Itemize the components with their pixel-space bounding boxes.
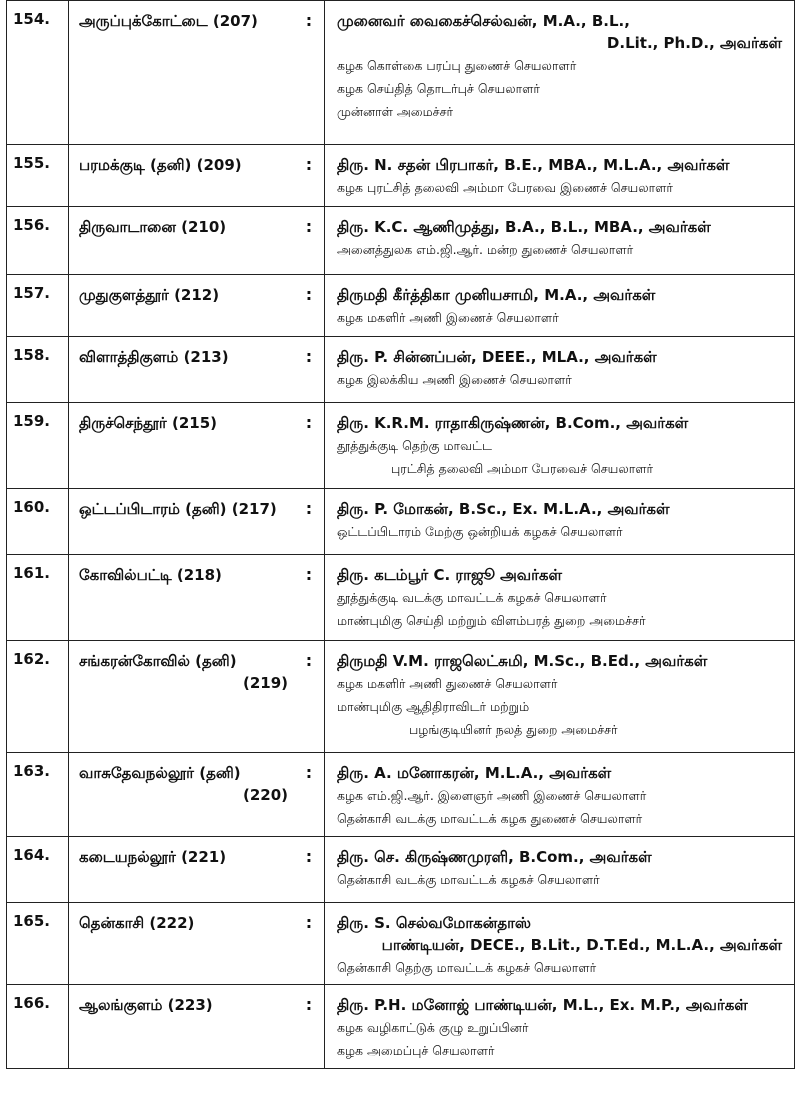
constituency-name xyxy=(69,641,294,694)
candidate-role: கழக புரட்சித் தலைவி அம்மா பேரவை இணைச் செயலாளர் xyxy=(337,180,673,195)
serial-number: 162. xyxy=(13,650,51,668)
serial-cell xyxy=(7,837,69,903)
table-row xyxy=(7,641,795,753)
candidate-cell xyxy=(325,337,795,403)
candidate-role: தூத்துக்குடி வடக்கு மாவட்டக் கழகச் செயலாளர் xyxy=(337,590,607,605)
candidate-role: கழக செய்தித் தொடர்புச் செயலாளர் xyxy=(337,81,540,96)
serial-number: 161. xyxy=(13,564,51,582)
table-row xyxy=(7,555,795,641)
table-row xyxy=(7,985,795,1069)
serial-number: 155. xyxy=(13,154,51,172)
candidate-details xyxy=(325,555,794,632)
serial-number: 156. xyxy=(13,216,51,234)
candidate-role: மாண்புமிகு ஆதிதிராவிடர் மற்றும் xyxy=(337,699,530,714)
constituency-name xyxy=(69,555,294,586)
constituency-cell xyxy=(69,403,295,489)
constituency-name xyxy=(69,837,294,868)
constituency-name xyxy=(69,337,294,368)
candidate-details xyxy=(325,207,794,261)
serial-cell xyxy=(7,1,69,145)
candidate-details xyxy=(325,1,794,123)
colon-cell xyxy=(294,903,325,985)
candidate-name: திரு. கடம்பூர் C. ராஜூ அவர்கள் xyxy=(337,566,563,584)
colon-separator: : xyxy=(305,763,313,782)
constituency-name xyxy=(69,985,294,1016)
candidate-name-continued: D.Lit., Ph.D., அவர்கள் xyxy=(606,34,782,52)
colon-separator: : xyxy=(305,499,313,518)
constituency-name xyxy=(69,1,294,32)
constituency-label: வாசுதேவநல்லூர் (தனி) xyxy=(79,764,241,782)
serial-number: 154. xyxy=(13,10,51,28)
colon-cell xyxy=(294,207,325,275)
colon-cell xyxy=(294,489,325,555)
candidate-name: திரு. செ. கிருஷ்ணமுரளி, B.Com., அவர்கள் xyxy=(337,848,652,866)
serial-cell xyxy=(7,207,69,275)
colon-separator: : xyxy=(305,651,313,670)
serial-number: 159. xyxy=(13,412,51,430)
candidate-name: திரு. A. மனோகரன், M.L.A., அவர்கள் xyxy=(337,764,612,782)
constituency-cell xyxy=(69,275,295,337)
colon-separator: : xyxy=(305,413,313,432)
colon-cell xyxy=(294,555,325,641)
candidate-details xyxy=(325,837,794,891)
candidate-role: கழக மகளிர் அணி துணைச் செயலாளர் xyxy=(337,676,558,691)
serial-cell xyxy=(7,753,69,837)
constituency-label: தென்காசி (222) xyxy=(79,914,195,932)
candidate-name: திருமதி கீர்த்திகா முனியசாமி, M.A., அவர்கள் xyxy=(337,286,656,304)
serial-number: 158. xyxy=(13,346,51,364)
colon-separator: : xyxy=(305,217,313,236)
constituency-name xyxy=(69,207,294,238)
table-row xyxy=(7,837,795,903)
constituency-label: முதுகுளத்தூர் (212) xyxy=(79,286,220,304)
candidate-cell xyxy=(325,555,795,641)
serial-cell xyxy=(7,489,69,555)
candidate-details xyxy=(325,337,794,391)
constituency-label: பரமக்குடி (தனி) (209) xyxy=(79,156,242,174)
candidate-role: முன்னாள் அமைச்சர் xyxy=(337,104,454,119)
table-row xyxy=(7,337,795,403)
candidate-cell xyxy=(325,903,795,985)
candidate-name: திருமதி V.M. ராஜலெட்சுமி, M.Sc., B.Ed., அவர்கள் xyxy=(337,652,708,670)
candidate-cell xyxy=(325,145,795,207)
constituency-label: கடையநல்லூர் (221) xyxy=(79,848,227,866)
constituency-name xyxy=(69,753,294,806)
colon-separator: : xyxy=(305,995,313,1014)
constituency-cell xyxy=(69,903,295,985)
serial-number: 160. xyxy=(13,498,51,516)
colon-cell xyxy=(294,837,325,903)
candidate-role: புரட்சித் தலைவி அம்மா பேரவைச் செயலாளர் xyxy=(391,461,654,476)
serial-number: 157. xyxy=(13,284,51,302)
table-row xyxy=(7,403,795,489)
serial-number: 166. xyxy=(13,994,51,1012)
serial-cell xyxy=(7,275,69,337)
colon-separator: : xyxy=(305,347,313,366)
candidate-table xyxy=(6,0,795,1069)
candidate-name: திரு. P.H. மனோஜ் பாண்டியன், M.L., Ex. M.P., அவர்கள் xyxy=(337,996,748,1014)
serial-cell xyxy=(7,903,69,985)
colon-cell xyxy=(294,641,325,753)
constituency-cell xyxy=(69,337,295,403)
colon-separator: : xyxy=(305,285,313,304)
candidate-role: மாண்புமிகு செய்தி மற்றும் விளம்பரத் துறை அமைச்சர் xyxy=(337,613,646,628)
colon-cell xyxy=(294,145,325,207)
candidate-role: கழக எம்.ஜி.ஆர். இளைஞர் அணி இணைச் செயலாளர் xyxy=(337,788,647,803)
serial-cell xyxy=(7,403,69,489)
serial-number: 165. xyxy=(13,912,51,930)
candidate-cell xyxy=(325,275,795,337)
constituency-number: (220) xyxy=(242,786,288,804)
constituency-label: விளாத்திகுளம் (213) xyxy=(79,348,229,366)
candidate-details xyxy=(325,403,794,480)
candidate-name: திரு. K.R.M. ராதாகிருஷ்ணன், B.Com., அவர்கள் xyxy=(337,414,689,432)
constituency-cell xyxy=(69,753,295,837)
candidate-details xyxy=(325,145,794,199)
constituency-cell xyxy=(69,207,295,275)
candidate-name: திரு. P. சின்னப்பன், DEEE., MLA., அவர்கள் xyxy=(337,348,657,366)
serial-number: 163. xyxy=(13,762,51,780)
constituency-cell xyxy=(69,1,295,145)
table-row xyxy=(7,903,795,985)
candidate-role: தென்காசி வடக்கு மாவட்டக் கழகச் செயலாளர் xyxy=(337,872,600,887)
candidate-cell xyxy=(325,207,795,275)
candidate-role: கழக இலக்கிய அணி இணைச் செயலாளர் xyxy=(337,372,572,387)
constituency-cell xyxy=(69,985,295,1069)
candidate-role: பழங்குடியினர் நலத் துறை அமைச்சர் xyxy=(409,722,618,737)
table-row xyxy=(7,207,795,275)
colon-cell xyxy=(294,275,325,337)
candidate-name-continued: பாண்டியன், DECE., B.Lit., D.T.Ed., M.L.A., அவர்கள் xyxy=(381,936,782,954)
constituency-label: கோவில்பட்டி (218) xyxy=(79,566,222,584)
table-row xyxy=(7,275,795,337)
colon-cell xyxy=(294,985,325,1069)
candidate-details xyxy=(325,275,794,329)
colon-separator: : xyxy=(305,847,313,866)
constituency-number: (219) xyxy=(242,674,288,692)
candidate-role: கழக மகளிர் அணி இணைச் செயலாளர் xyxy=(337,310,559,325)
colon-cell xyxy=(294,753,325,837)
serial-cell xyxy=(7,145,69,207)
constituency-cell xyxy=(69,145,295,207)
constituency-label: ஒட்டப்பிடாரம் (தனி) (217) xyxy=(79,500,277,518)
candidate-name: திரு. S. செல்வமோகன்தாஸ் xyxy=(337,914,532,932)
candidate-details xyxy=(325,753,794,830)
candidate-name: திரு. N. சதன் பிரபாகர், B.E., MBA., M.L.A., அவர்கள் xyxy=(337,156,730,174)
colon-cell xyxy=(294,337,325,403)
candidate-details xyxy=(325,903,794,979)
constituency-name xyxy=(69,489,294,520)
table-row xyxy=(7,753,795,837)
constituency-label: சங்கரன்கோவில் (தனி) xyxy=(79,652,237,670)
colon-cell xyxy=(294,1,325,145)
constituency-label: திருச்செந்தூர் (215) xyxy=(79,414,217,432)
candidate-name: திரு. P. மோகன், B.Sc., Ex. M.L.A., அவர்கள் xyxy=(337,500,670,518)
colon-separator: : xyxy=(305,155,313,174)
candidate-cell xyxy=(325,1,795,145)
candidate-role: கழக அமைப்புச் செயலாளர் xyxy=(337,1043,495,1058)
candidate-role: ஒட்டப்பிடாரம் மேற்கு ஒன்றியக் கழகச் செயலாளர் xyxy=(337,524,623,539)
constituency-label: ஆலங்குளம் (223) xyxy=(79,996,213,1014)
candidate-role: தூத்துக்குடி தெற்கு மாவட்ட xyxy=(337,438,492,453)
constituency-cell xyxy=(69,837,295,903)
constituency-name xyxy=(69,275,294,306)
candidate-cell xyxy=(325,641,795,753)
serial-cell xyxy=(7,641,69,753)
table-row xyxy=(7,489,795,555)
candidate-cell xyxy=(325,837,795,903)
colon-separator: : xyxy=(305,565,313,584)
colon-cell xyxy=(294,403,325,489)
candidate-role: தென்காசி தெற்கு மாவட்டக் கழகச் செயலாளர் xyxy=(337,960,597,975)
constituency-name xyxy=(69,145,294,176)
candidate-role: அனைத்துலக எம்.ஜி.ஆர். மன்ற துணைச் செயலாளர் xyxy=(337,242,634,257)
constituency-label: திருவாடானை (210) xyxy=(79,218,227,236)
candidate-name: முனைவர் வைகைச்செல்வன், M.A., B.L., xyxy=(337,12,630,30)
candidate-details xyxy=(325,641,794,741)
candidate-role: தென்காசி வடக்கு மாவட்டக் கழக துணைச் செயலாளர் xyxy=(337,811,643,826)
serial-cell xyxy=(7,555,69,641)
candidate-cell xyxy=(325,489,795,555)
candidate-cell xyxy=(325,985,795,1069)
colon-separator: : xyxy=(305,913,313,932)
serial-cell xyxy=(7,337,69,403)
serial-number: 164. xyxy=(13,846,51,864)
table-row xyxy=(7,1,795,145)
constituency-cell xyxy=(69,489,295,555)
candidate-details xyxy=(325,985,794,1062)
serial-cell xyxy=(7,985,69,1069)
colon-separator: : xyxy=(305,11,313,30)
constituency-label: அருப்புக்கோட்டை (207) xyxy=(79,12,258,30)
constituency-name xyxy=(69,403,294,434)
candidate-table-body xyxy=(7,1,795,1069)
candidate-name: திரு. K.C. ஆணிமுத்து, B.A., B.L., MBA., அவர்கள் xyxy=(337,218,711,236)
candidate-cell xyxy=(325,403,795,489)
candidate-cell xyxy=(325,753,795,837)
constituency-cell xyxy=(69,641,295,753)
candidate-role: கழக வழிகாட்டுக் குழு உறுப்பினர் xyxy=(337,1020,529,1035)
table-row xyxy=(7,145,795,207)
constituency-cell xyxy=(69,555,295,641)
constituency-name xyxy=(69,903,294,934)
candidate-role: கழக கொள்கை பரப்பு துணைச் செயலாளர் xyxy=(337,58,577,73)
candidate-details xyxy=(325,489,794,543)
